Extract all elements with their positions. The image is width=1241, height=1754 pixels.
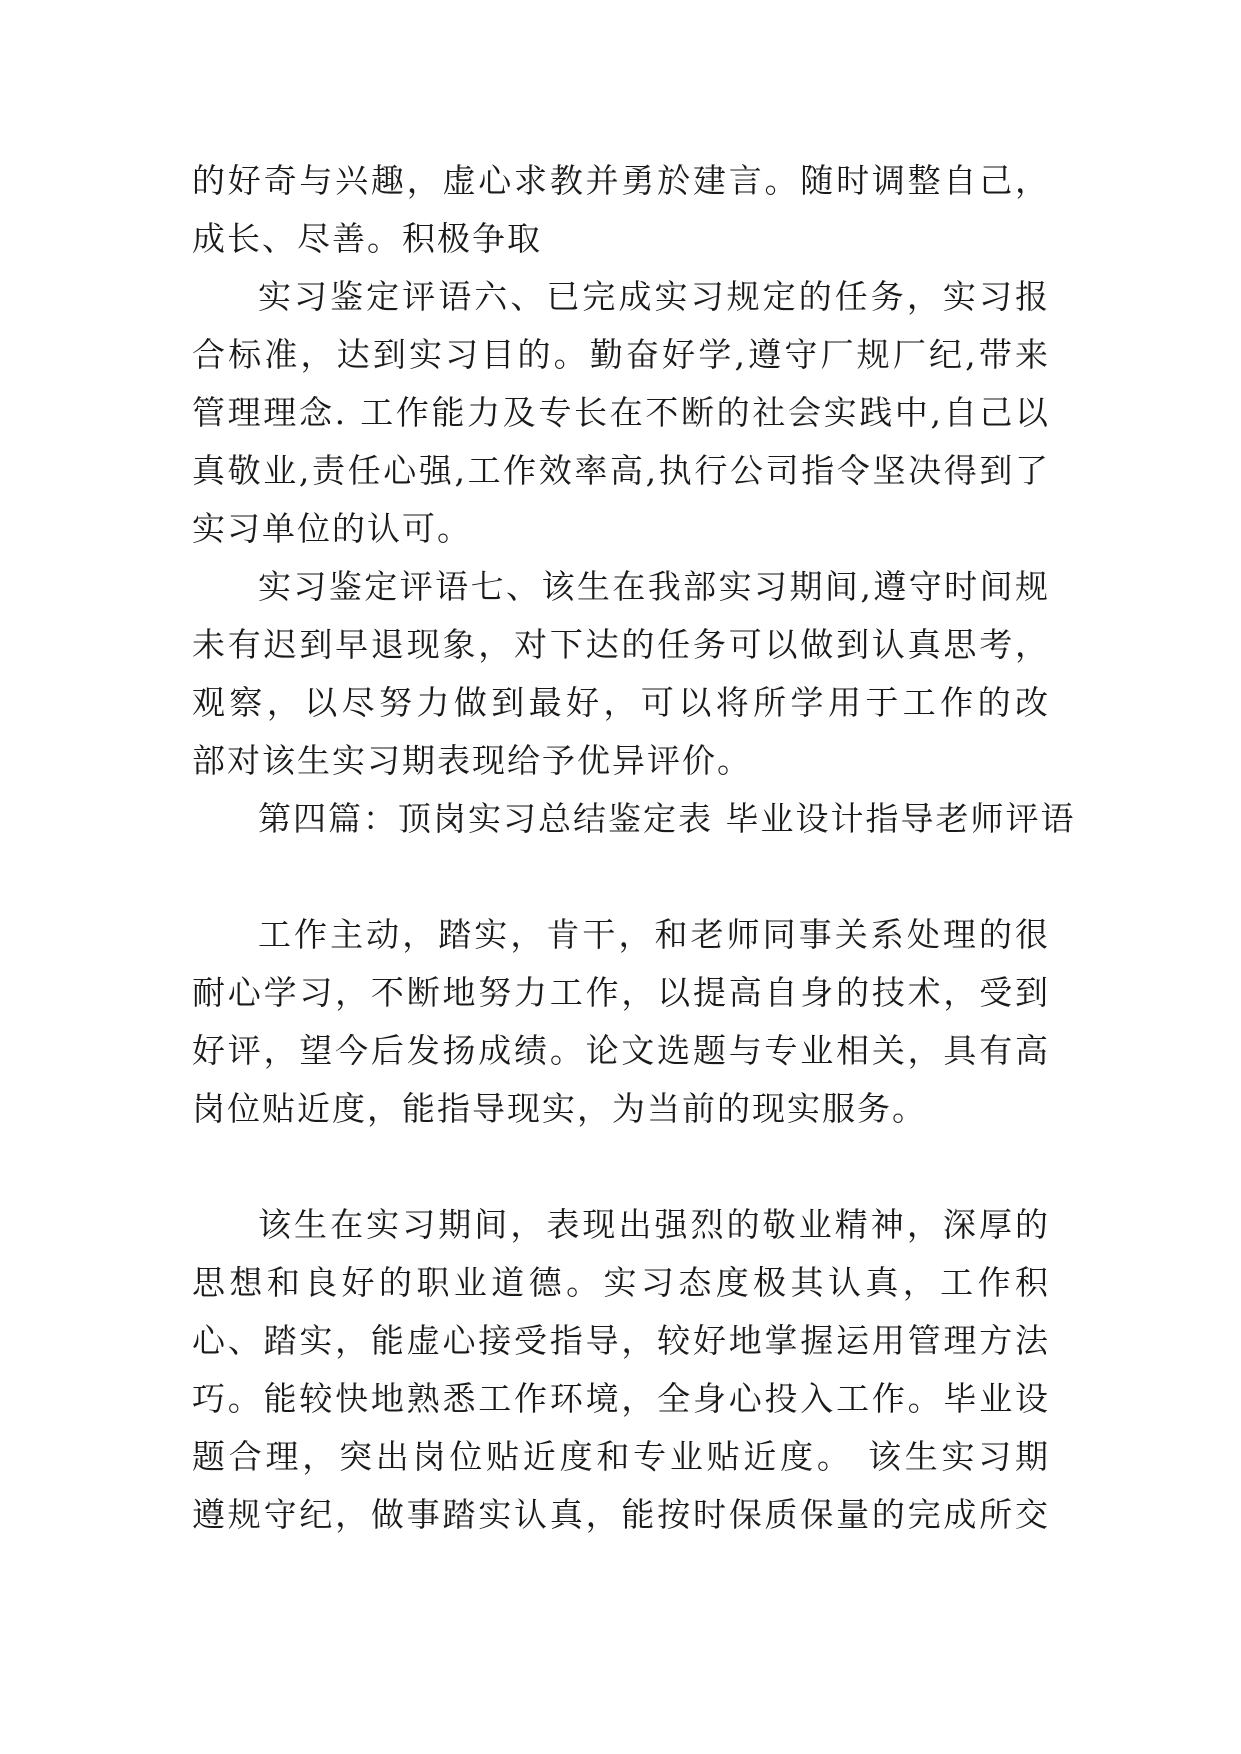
text-line: 好评，望今后发扬成绩。论文选题与专业相关，具有高 [192,1031,1050,1070]
paragraph [192,790,1076,848]
text-line: 岗位贴近度，能指导现实，为当前的现实服务。 [192,1089,927,1128]
text-line: 未有迟到早退现象，对下达的任务可以做到认真思考， [192,625,1050,664]
text-line: 实习鉴定评语六、已完成实习规定的任务，实习报 [258,277,1050,316]
paragraph [192,152,1050,268]
text-line: 真敬业,责任心强,工作效率高,执行公司指令坚决得到了 [192,451,1050,490]
text-line: 题合理，突出岗位贴近度和专业贴近度。 该生实习期 [192,1437,1050,1476]
text-line: 合标准，达到实习目的。勤奋好学,遵守厂规厂纪,带来 [192,335,1050,374]
text-line: 观察，以尽努力做到最好，可以将所学用于工作的改 [192,683,1050,722]
paragraph [192,1196,1050,1544]
text-line: 耐心学习，不断地努力工作，以提高自身的技术，受到 [192,973,1050,1012]
text-line: 成长、尽善。积极争取 [192,219,542,258]
paragraph [192,906,1050,1138]
text-line: 工作主动，踏实，肯干，和老师同事关系处理的很 [258,915,1050,954]
text-line: 第四篇：顶岗实习总结鉴定表 毕业设计指导老师评语 [258,799,1076,838]
text-line: 思想和良好的职业道德。实习态度极其认真，工作积 [192,1263,1050,1302]
paragraph [192,268,1050,558]
text-line: 部对该生实习期表现给予优异评价。 [192,741,752,780]
text-line: 实习单位的认可。 [192,509,472,548]
text-line: 巧。能较快地熟悉工作环境，全身心投入工作。毕业设 [192,1379,1050,1418]
blank-gap [192,848,1050,906]
document-body [192,152,1076,1544]
text-line: 该生在实习期间，表现出强烈的敬业精神，深厚的 [258,1205,1050,1244]
text-line: 心、踏实，能虚心接受指导，较好地掌握运用管理方法 [192,1321,1050,1360]
text-line: 实习鉴定评语七、该生在我部实习期间,遵守时间规 [258,567,1050,606]
text-line: 遵规守纪，做事踏实认真，能按时保质保量的完成所交 [192,1495,1050,1534]
paragraph [192,558,1050,790]
text-line: 的好奇与兴趣，虚心求教并勇於建言。随时调整自己， [192,161,1050,200]
text-line: 管理理念. 工作能力及专长在不断的社会实践中,自己以 [192,393,1050,432]
blank-gap [192,1138,1050,1196]
